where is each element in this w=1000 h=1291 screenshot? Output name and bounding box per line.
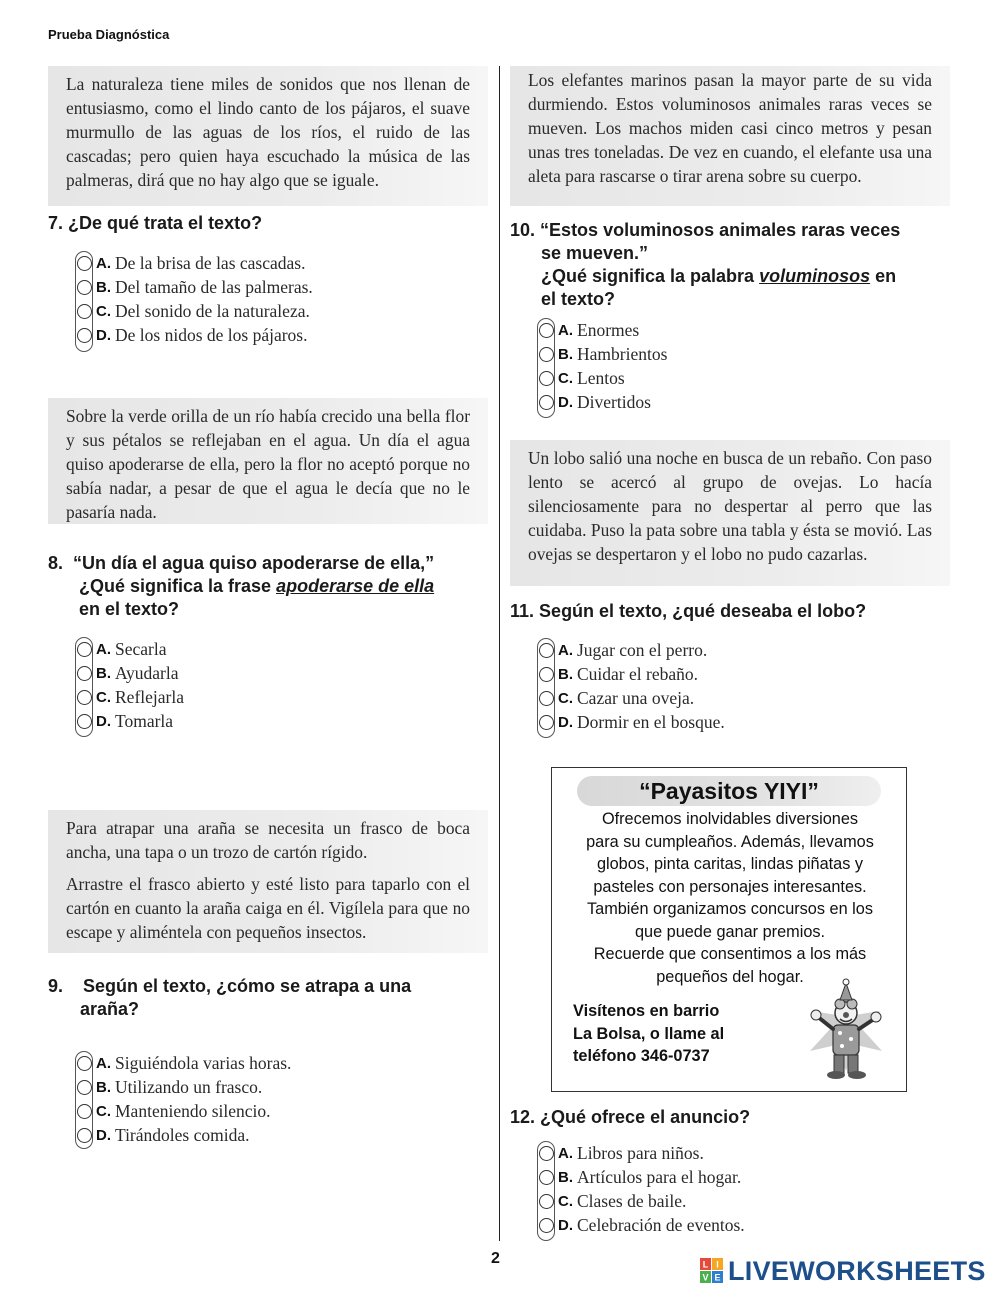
option-c[interactable] bbox=[539, 686, 725, 710]
radio-button[interactable] bbox=[77, 256, 92, 271]
option-b[interactable] bbox=[77, 1075, 291, 1099]
reading-passage-nature bbox=[48, 66, 488, 206]
option-text: Divertidos bbox=[577, 391, 651, 412]
radio-button[interactable] bbox=[539, 323, 554, 338]
radio-button[interactable] bbox=[539, 1146, 554, 1161]
radio-button[interactable] bbox=[77, 1128, 92, 1143]
question-text: ¿Qué ofrece el anuncio? bbox=[540, 1107, 751, 1127]
option-text: Manteniendo silencio. bbox=[115, 1100, 271, 1121]
advertisement-box bbox=[551, 767, 907, 1092]
radio-button[interactable] bbox=[539, 715, 554, 730]
option-letter: D. bbox=[558, 1216, 573, 1234]
options-q7 bbox=[77, 251, 313, 347]
option-text: Del tamaño de las palmeras. bbox=[115, 276, 313, 297]
question-line: araña? bbox=[80, 999, 140, 1019]
option-text: Jugar con el perro. bbox=[577, 639, 708, 660]
option-text: Siguiéndola varias horas. bbox=[115, 1052, 292, 1073]
radio-button[interactable] bbox=[539, 643, 554, 658]
options-q11 bbox=[539, 638, 725, 734]
option-letter: C. bbox=[96, 1102, 111, 1120]
option-letter: B. bbox=[558, 665, 573, 683]
reading-passage-flower bbox=[48, 398, 488, 524]
option-text: Dormir en el bosque. bbox=[577, 711, 725, 732]
question-number: 12. bbox=[510, 1107, 536, 1127]
logo-letter: I bbox=[716, 1259, 719, 1270]
option-text: Tirándoles comida. bbox=[115, 1124, 250, 1145]
ad-line: Recuerde que consentimos a los más bbox=[593, 945, 867, 963]
option-letter: C. bbox=[96, 688, 111, 706]
logo-letter: L bbox=[702, 1259, 709, 1270]
options-q12 bbox=[539, 1141, 745, 1237]
ad-body bbox=[558, 808, 902, 988]
option-a[interactable] bbox=[539, 318, 667, 342]
question-number: 8. bbox=[48, 553, 64, 573]
option-letter: A. bbox=[96, 640, 111, 658]
options-q8 bbox=[77, 637, 184, 733]
option-letter: A. bbox=[96, 254, 111, 272]
option-letter: B. bbox=[558, 345, 573, 363]
radio-button[interactable] bbox=[77, 666, 92, 681]
emphasized-word: voluminosos bbox=[759, 266, 871, 286]
option-letter: A. bbox=[558, 1144, 573, 1162]
option-letter: B. bbox=[96, 1078, 111, 1096]
option-text: Cuidar el rebaño. bbox=[577, 663, 698, 684]
radio-button[interactable] bbox=[539, 667, 554, 682]
option-b[interactable] bbox=[77, 275, 313, 299]
ad-line: que puede ganar premios. bbox=[634, 922, 826, 941]
question-10 bbox=[510, 219, 950, 311]
question-8 bbox=[48, 552, 488, 621]
option-letter: B. bbox=[96, 278, 111, 296]
ad-line: Ofrecemos inolvidables diversiones bbox=[601, 810, 859, 828]
question-number: 9. bbox=[48, 976, 64, 996]
question-text: ¿De qué trata el texto? bbox=[68, 213, 263, 233]
radio-button[interactable] bbox=[539, 371, 554, 386]
radio-button[interactable] bbox=[77, 328, 92, 343]
option-a[interactable] bbox=[77, 251, 313, 275]
option-text: Secarla bbox=[115, 638, 167, 659]
option-letter: C. bbox=[558, 1192, 573, 1210]
radio-button[interactable] bbox=[539, 1170, 554, 1185]
option-a[interactable] bbox=[539, 1141, 745, 1165]
option-b[interactable] bbox=[539, 1165, 745, 1189]
option-letter: A. bbox=[558, 321, 573, 339]
question-text: Según el texto, ¿qué deseaba el lobo? bbox=[539, 601, 867, 621]
passage-text: Arrastre el frasco abierto y esté listo para taparlo con el cartón en cuanto la araña caiga en él. Vigílela para que no escape y aliméntela con pequeños insectos. bbox=[66, 874, 470, 942]
ad-line: pequeños del hogar. bbox=[656, 967, 804, 986]
question-line: en el texto? bbox=[79, 599, 180, 619]
option-text: Libros para niños. bbox=[577, 1142, 704, 1163]
passage-text: Un lobo salió una noche en busca de un rebaño. Con paso lento se acercó al grupo de ovejas. Lo hacía silenciosamente para no despertar al perro que las cuidaba. Puso la pata sobre una tabla y ésta se movió. Las ovejas se despertaron y el lobo no pudo cazarlas. bbox=[528, 448, 932, 564]
option-c[interactable] bbox=[77, 299, 313, 323]
reading-passage-elephant-seals bbox=[510, 66, 950, 206]
option-text: Del sonido de la naturaleza. bbox=[115, 300, 310, 321]
question-7 bbox=[48, 212, 262, 235]
question-line: en bbox=[870, 266, 897, 286]
logo-letter: V bbox=[702, 1272, 709, 1283]
radio-button[interactable] bbox=[77, 304, 92, 319]
option-letter: A. bbox=[96, 1054, 111, 1072]
option-letter: A. bbox=[558, 641, 573, 659]
page-number: 2 bbox=[491, 1250, 500, 1267]
passage-text: Sobre la verde orilla de un río había crecido una bella flor y sus pétalos se reflejaban en el agua. Un día el agua quiso apoderarse de ella, pero la flor no aceptó porque no sabía nadar, a pesar de que el agua le decía que no le pasaría nada. bbox=[66, 406, 470, 522]
radio-button[interactable] bbox=[77, 1104, 92, 1119]
option-text: Tomarla bbox=[115, 710, 174, 731]
option-d[interactable] bbox=[77, 1123, 291, 1147]
options-q10 bbox=[539, 318, 667, 414]
radio-button[interactable] bbox=[77, 642, 92, 657]
option-text: Utilizando un frasco. bbox=[115, 1076, 263, 1097]
option-letter: B. bbox=[96, 664, 111, 682]
option-letter: D. bbox=[558, 713, 573, 731]
option-letter: D. bbox=[96, 712, 111, 730]
contact-line: Visítenos en barrio bbox=[573, 1002, 720, 1020]
option-d[interactable] bbox=[539, 1213, 745, 1237]
option-text: Cazar una oveja. bbox=[577, 687, 695, 708]
radio-button[interactable] bbox=[77, 714, 92, 729]
option-letter: D. bbox=[96, 326, 111, 344]
reading-passage-wolf bbox=[510, 440, 950, 586]
radio-button[interactable] bbox=[539, 1218, 554, 1233]
option-letter: B. bbox=[558, 1168, 573, 1186]
question-line: ¿Qué significa la palabra bbox=[541, 266, 760, 286]
option-letter: D. bbox=[96, 1126, 111, 1144]
ad-line: pasteles con personajes interesantes. bbox=[593, 877, 867, 896]
radio-button[interactable] bbox=[539, 691, 554, 706]
ad-line: También organizamos concursos en los bbox=[587, 900, 873, 918]
radio-button[interactable] bbox=[539, 347, 554, 362]
passage-text: La naturaleza tiene miles de sonidos que nos llenan de entusiasmo, como el lindo canto de los pájaros, el suave murmullo de las aguas de los ríos, el ruido de las cascadas; pero quien haya escuchado la música de las palmeras, dirá que no hay algo que se iguale. bbox=[66, 74, 470, 190]
option-d[interactable] bbox=[539, 390, 667, 414]
emphasized-phrase: apoderarse de ella bbox=[276, 576, 435, 596]
option-d[interactable] bbox=[539, 710, 725, 734]
reading-passage-spider bbox=[48, 810, 488, 953]
option-letter: C. bbox=[96, 302, 111, 320]
option-b[interactable] bbox=[539, 662, 725, 686]
ad-line: para su cumpleaños. Además, llevamos bbox=[586, 832, 874, 851]
question-number: 11. bbox=[510, 601, 535, 621]
option-text: Lentos bbox=[577, 367, 625, 388]
question-line: ¿Qué significa la frase bbox=[79, 576, 277, 596]
option-a[interactable] bbox=[77, 1051, 291, 1075]
question-line: se mueven.” bbox=[541, 243, 649, 263]
option-text: Artículos para el hogar. bbox=[577, 1166, 742, 1187]
option-c[interactable] bbox=[539, 366, 667, 390]
options-q9 bbox=[77, 1051, 291, 1147]
option-text: Ayudarla bbox=[115, 662, 179, 683]
clown-icon bbox=[800, 973, 892, 1085]
option-a[interactable] bbox=[77, 637, 184, 661]
ad-contact bbox=[573, 1000, 793, 1068]
column-divider bbox=[499, 66, 500, 1241]
brand-name: LIVEWORKSHEETS bbox=[728, 1255, 986, 1286]
radio-button[interactable] bbox=[77, 1080, 92, 1095]
question-11 bbox=[510, 600, 866, 623]
page-header: Prueba Diagnóstica bbox=[48, 27, 170, 42]
logo-blocks-icon bbox=[700, 1258, 724, 1284]
radio-button[interactable] bbox=[539, 395, 554, 410]
question-9 bbox=[48, 975, 488, 1021]
radio-button[interactable] bbox=[77, 1056, 92, 1071]
option-text: Clases de baile. bbox=[577, 1190, 687, 1211]
option-text: Reflejarla bbox=[115, 686, 184, 707]
question-line: “Estos voluminosos animales raras veces bbox=[540, 220, 901, 240]
question-line: Según el texto, ¿cómo se atrapa a una bbox=[83, 976, 412, 996]
option-c[interactable] bbox=[77, 1099, 291, 1123]
logo-letter: E bbox=[714, 1272, 721, 1283]
ad-line: globos, pinta caritas, lindas piñatas y bbox=[596, 855, 864, 873]
option-d[interactable] bbox=[77, 323, 313, 347]
option-text: De la brisa de las cascadas. bbox=[115, 252, 306, 273]
question-line: el texto? bbox=[541, 289, 616, 309]
question-number: 7. bbox=[48, 213, 64, 233]
option-text: Hambrientos bbox=[577, 343, 668, 364]
option-text: Celebración de eventos. bbox=[577, 1214, 745, 1235]
liveworksheets-logo bbox=[700, 1257, 986, 1285]
ad-title: “Payasitos YIYI” bbox=[577, 776, 881, 806]
option-c[interactable] bbox=[77, 685, 184, 709]
option-letter: D. bbox=[558, 393, 573, 411]
question-line: “Un día el agua quiso apoderarse de ella,” bbox=[73, 553, 435, 573]
option-b[interactable] bbox=[539, 342, 667, 366]
radio-button[interactable] bbox=[77, 280, 92, 295]
question-12 bbox=[510, 1106, 750, 1129]
contact-line: teléfono 346-0737 bbox=[573, 1047, 710, 1065]
option-letter: C. bbox=[558, 689, 573, 707]
option-a[interactable] bbox=[539, 638, 725, 662]
radio-button[interactable] bbox=[77, 690, 92, 705]
radio-button[interactable] bbox=[539, 1194, 554, 1209]
passage-text: Los elefantes marinos pasan la mayor parte de su vida durmiendo. Estos voluminosos animales raras veces se mueven. Los machos miden casi cinco metros y pesan unas tres toneladas. De vez en cuando, el elefante usa una aleta para rascarse o tirar arena sobre su cuerpo. bbox=[528, 70, 932, 186]
contact-line: La Bolsa, o llame al bbox=[573, 1024, 725, 1043]
passage-text: Para atrapar una araña se necesita un frasco de boca ancha, una tapa o un trozo de cartón rígido. bbox=[66, 818, 470, 862]
option-c[interactable] bbox=[539, 1189, 745, 1213]
option-text: Enormes bbox=[577, 319, 640, 340]
question-number: 10. bbox=[510, 220, 536, 240]
option-b[interactable] bbox=[77, 661, 184, 685]
option-text: De los nidos de los pájaros. bbox=[115, 324, 308, 345]
option-letter: C. bbox=[558, 369, 573, 387]
option-d[interactable] bbox=[77, 709, 184, 733]
